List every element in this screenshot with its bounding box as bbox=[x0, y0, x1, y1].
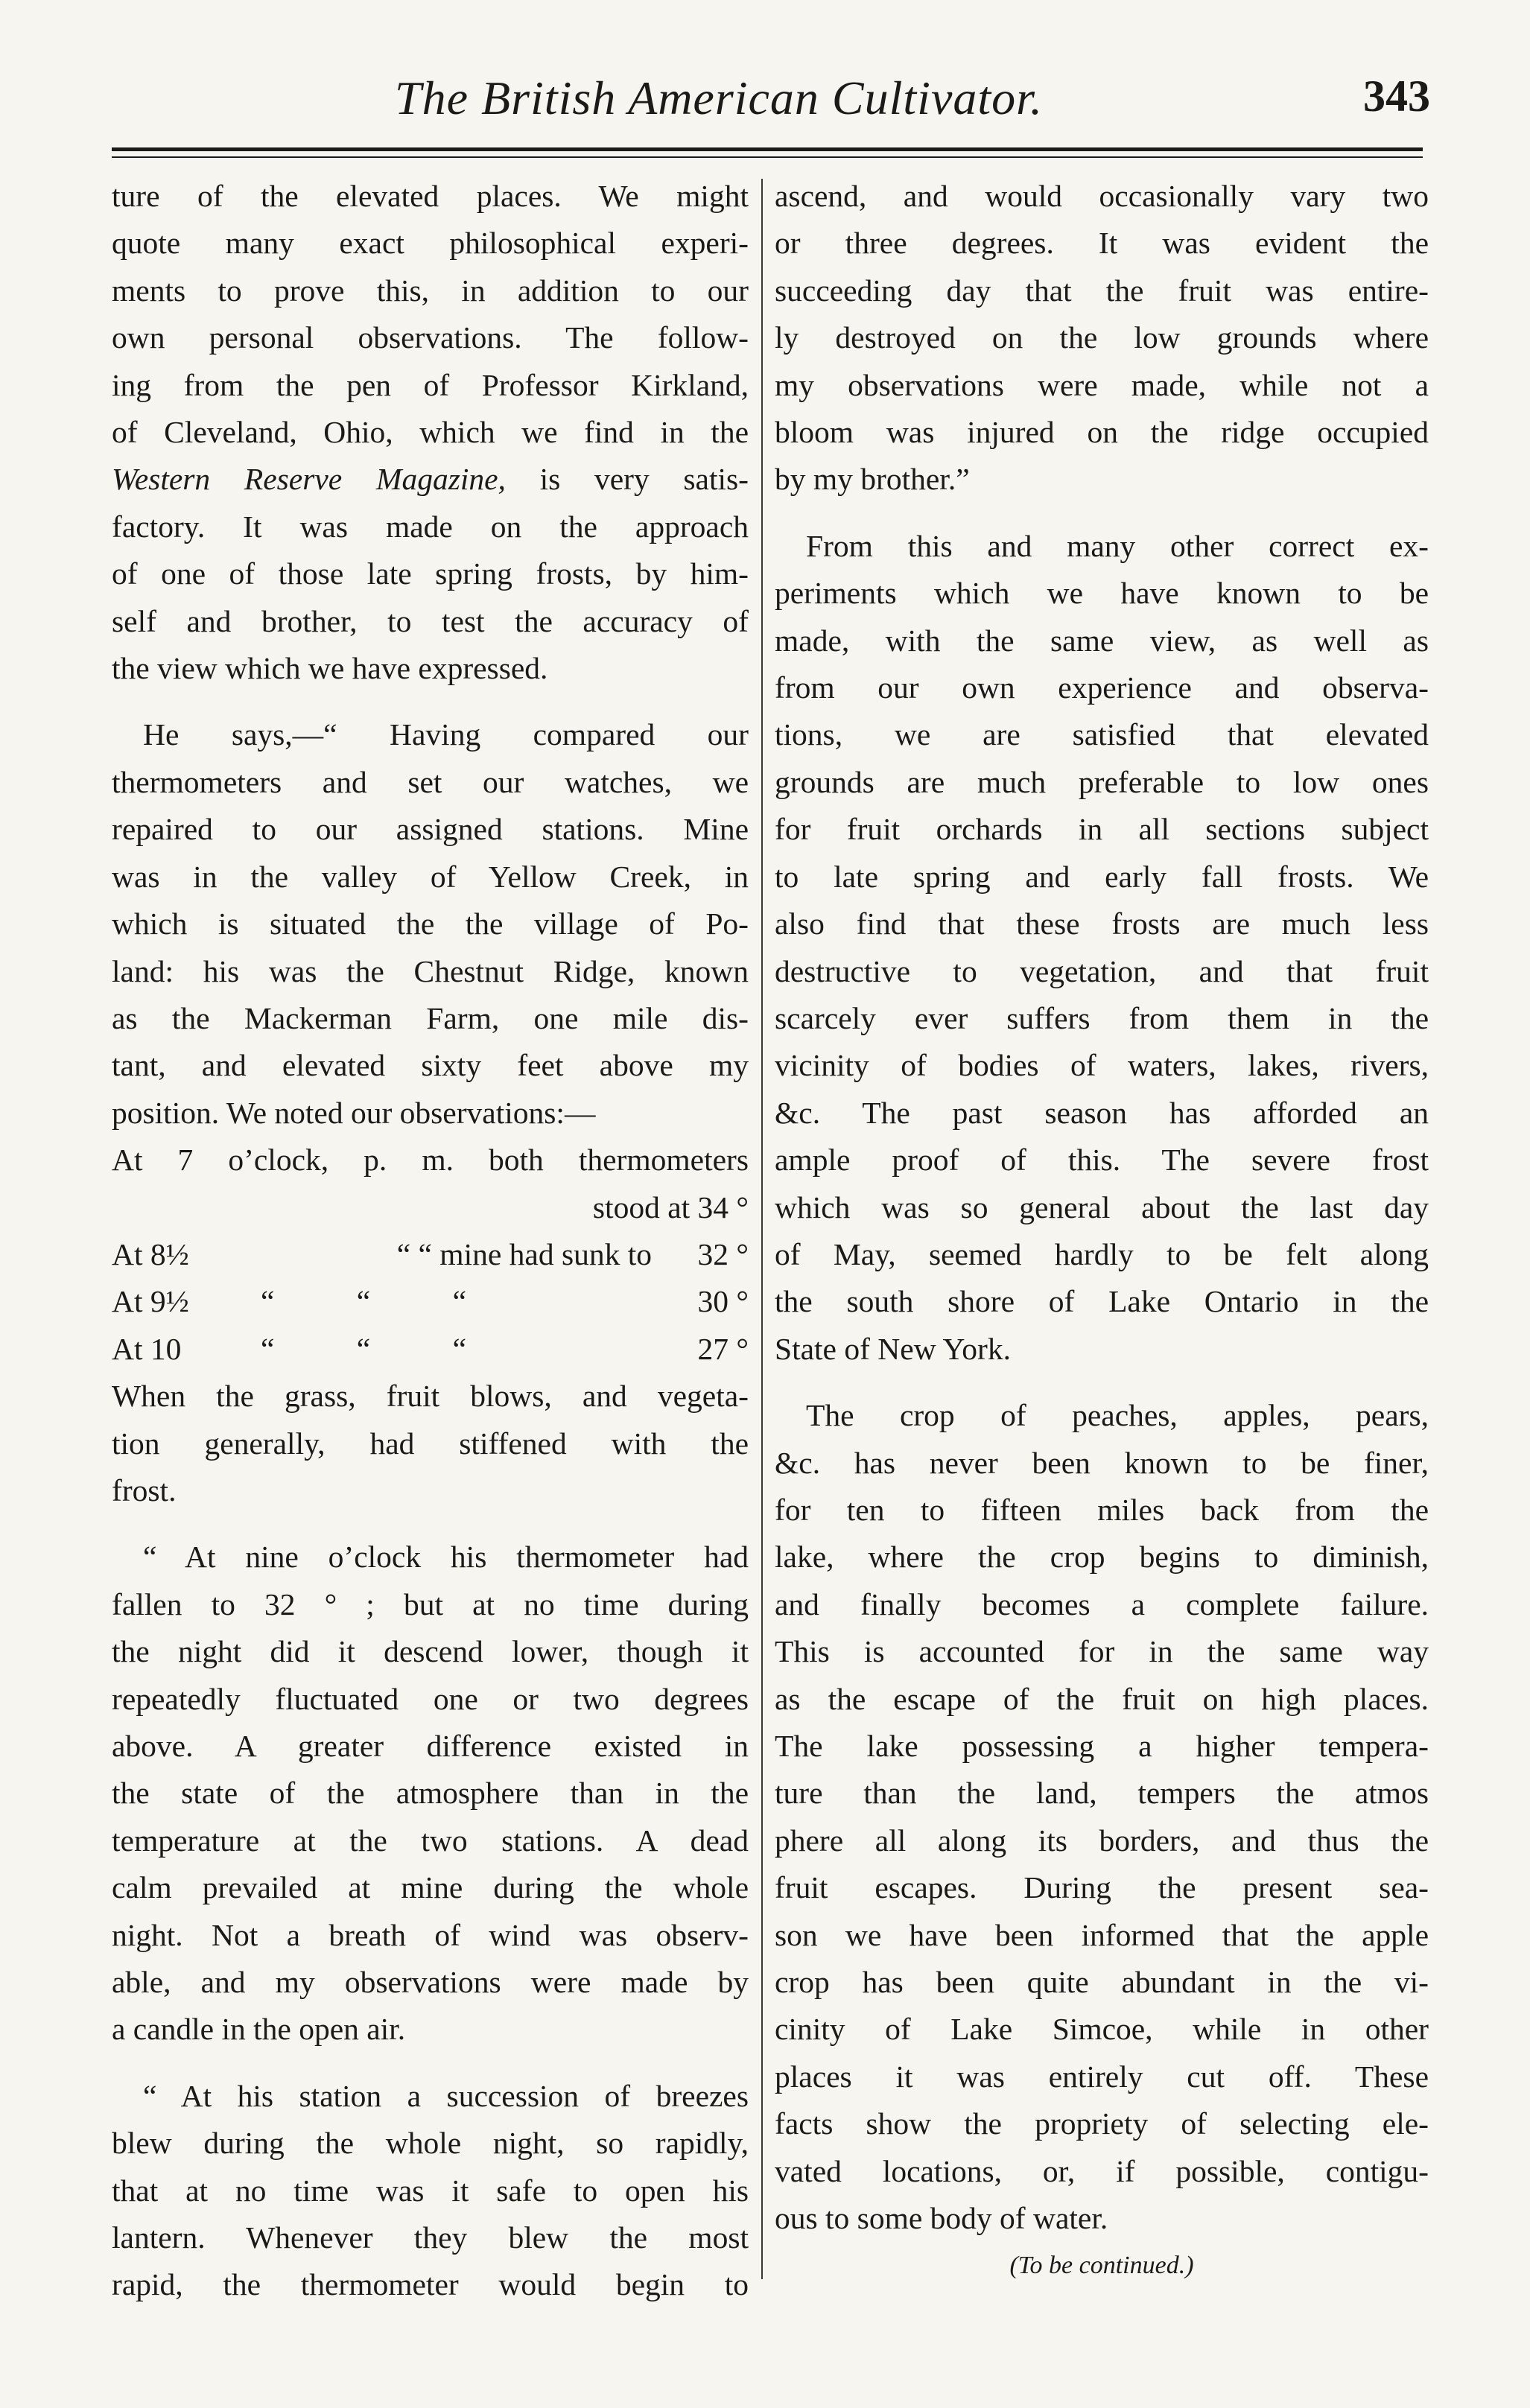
text-line: fallen to 32 ° ; but at no time during bbox=[112, 1586, 749, 1621]
text-line: for ten to fifteen miles back from the bbox=[775, 1492, 1429, 1527]
obs-note: “ “ “ bbox=[261, 1331, 467, 1366]
right-column bbox=[775, 173, 1429, 2290]
text-line: grounds are much preferable to low ones bbox=[775, 764, 1429, 799]
obs-temp: 27 ° bbox=[697, 1331, 749, 1366]
text-line: stood at 34 ° bbox=[592, 1189, 749, 1224]
text-line: ascend, and would occasionally vary two bbox=[775, 179, 1429, 213]
text-line: by my brother.” bbox=[775, 462, 970, 497]
text-line: that at no time was it safe to open his bbox=[112, 2173, 749, 2208]
text-line: State of New York. bbox=[775, 1331, 1012, 1366]
text-line: periments which we have known to be bbox=[775, 576, 1429, 611]
obs-time: At 8½ bbox=[112, 1236, 189, 1271]
paragraph-1 bbox=[775, 173, 1429, 503]
running-title: The British American Cultivator. bbox=[395, 72, 1043, 124]
text-line: for fruit orchards in all sections subject bbox=[775, 812, 1429, 847]
text-line: tion generally, had stiffened with the bbox=[112, 1426, 749, 1461]
paragraph-2 bbox=[775, 523, 1429, 1373]
text-line: “ At nine o’clock his thermometer had bbox=[143, 1540, 749, 1575]
text-line bbox=[112, 456, 749, 503]
paragraph-2 bbox=[112, 711, 749, 1137]
text-line: of Cleveland, Ohio, which we find in the bbox=[112, 415, 749, 450]
text-line: was in the valley of Yellow Creek, in bbox=[112, 859, 749, 894]
obs-time: At 9½ bbox=[112, 1284, 189, 1319]
text-line: ous to some body of water. bbox=[775, 2201, 1108, 2236]
text-line: as the escape of the fruit on high places. bbox=[775, 1681, 1429, 1716]
text-line: which was so general about the last day bbox=[775, 1189, 1429, 1224]
text-line: the state of the atmosphere than in the bbox=[112, 1776, 749, 1811]
text-line: destructive to vegetation, and that fruit bbox=[775, 953, 1429, 988]
text-line: ample proof of this. The severe frost bbox=[775, 1143, 1429, 1178]
text-line: quote many exact philosophical experi- bbox=[112, 226, 749, 261]
obs-note: “ “ “ bbox=[261, 1284, 467, 1319]
text-line: succeeding day that the fruit was entire- bbox=[775, 273, 1429, 308]
obs-time: At 10 bbox=[112, 1331, 182, 1366]
text-line: tions, we are satisfied that elevated bbox=[775, 717, 1429, 752]
text-line: of May, seemed hardly to be felt along bbox=[775, 1236, 1429, 1271]
text-line: the view which we have expressed. bbox=[112, 651, 548, 686]
text-line: temperature at the two stations. A dead bbox=[112, 1823, 749, 1858]
text-line: This is accounted for in the same way bbox=[775, 1634, 1429, 1669]
text-line: night. Not a breath of wind was observ- bbox=[112, 1917, 749, 1952]
text-line: places it was entirely cut off. These bbox=[775, 2059, 1429, 2094]
paragraph-3 bbox=[775, 1392, 1429, 2242]
text-line: vated locations, or, if possible, contigu- bbox=[775, 2153, 1429, 2188]
text-line: my observations were made, while not a bbox=[775, 367, 1429, 402]
text-line: ture than the land, tempers the atmos bbox=[775, 1776, 1429, 1811]
text-line: fruit escapes. During the present sea- bbox=[775, 1870, 1429, 1905]
text-line: cinity of Lake Simcoe, while in other bbox=[775, 2012, 1429, 2047]
text-line: thermometers and set our watches, we bbox=[112, 764, 749, 799]
page-number: 343 bbox=[1363, 72, 1430, 121]
text-line: ments to prove this, in addition to our bbox=[112, 273, 749, 308]
observation-row bbox=[112, 1231, 749, 1278]
text-line: vicinity of bodies of waters, lakes, rivers, bbox=[775, 1048, 1429, 1083]
text-line: phere all along its borders, and thus the bbox=[775, 1823, 1429, 1858]
text-line: as the Mackerman Farm, one mile dis- bbox=[112, 1000, 749, 1035]
text-line: &c. has never been known to be finer, bbox=[775, 1445, 1429, 1480]
text-line: scarcely ever suffers from them in the bbox=[775, 1000, 1429, 1035]
observation-row bbox=[112, 1326, 749, 1373]
text-line: above. A greater difference existed in bbox=[112, 1729, 749, 1763]
observation-row bbox=[112, 1278, 749, 1325]
text-line: facts show the propriety of selecting ele- bbox=[775, 2106, 1429, 2141]
header-rule-thin bbox=[112, 156, 1423, 158]
text-line: factory. It was made on the approach bbox=[112, 509, 749, 544]
paragraph-5 bbox=[112, 2073, 749, 2309]
to-be-continued: (To be continued.) bbox=[1009, 2252, 1194, 2280]
obs-temp: 30 ° bbox=[697, 1284, 749, 1319]
text-fragment: is very satis- bbox=[505, 462, 749, 497]
text-line: crop has been quite abundant in the vi- bbox=[775, 1965, 1429, 2000]
text-line: lake, where the crop begins to diminish, bbox=[775, 1540, 1429, 1575]
text-line: ture of the elevated places. We might bbox=[112, 179, 749, 213]
text-line: the night did it descend lower, though it bbox=[112, 1634, 749, 1669]
text-line: blew during the whole night, so rapidly, bbox=[112, 2126, 749, 2161]
text-line: From this and many other correct ex- bbox=[806, 528, 1429, 563]
text-line: The crop of peaches, apples, pears, bbox=[806, 1398, 1429, 1433]
text-line: which is situated the the village of Po- bbox=[112, 906, 749, 941]
text-line: or three degrees. It was evident the bbox=[775, 226, 1429, 261]
text-line: lantern. Whenever they blew the most bbox=[112, 2220, 749, 2255]
column-divider bbox=[761, 179, 763, 2279]
page-header bbox=[112, 71, 1430, 138]
observations-table bbox=[112, 1137, 749, 1373]
paragraph-1 bbox=[112, 173, 749, 692]
text-line: calm prevailed at mine during the whole bbox=[112, 1870, 749, 1905]
text-line: the south shore of Lake Ontario in the bbox=[775, 1284, 1429, 1319]
paragraph-4 bbox=[112, 1534, 749, 2053]
text-line: bloom was injured on the ridge occupied bbox=[775, 415, 1429, 450]
text-line: He says,—“ Having compared our bbox=[143, 717, 749, 752]
text-line: tant, and elevated sixty feet above my bbox=[112, 1048, 749, 1083]
text-line: ing from the pen of Professor Kirkland, bbox=[112, 367, 749, 402]
text-line: of one of those late spring frosts, by him- bbox=[112, 556, 749, 591]
text-line: and finally becomes a complete failure. bbox=[775, 1586, 1429, 1621]
text-line: to late spring and early fall frosts. We bbox=[775, 859, 1429, 894]
text-line: At 7 o’clock, p. m. both thermometers bbox=[112, 1143, 749, 1178]
text-line: from our own experience and observa- bbox=[775, 670, 1429, 705]
text-line: “ At his station a succession of breezes bbox=[143, 2078, 749, 2113]
left-column bbox=[112, 173, 749, 2309]
text-line: able, and my observations were made by bbox=[112, 1965, 749, 2000]
header-rule bbox=[112, 147, 1423, 151]
text-line: frost. bbox=[112, 1473, 177, 1508]
text-line: rapid, the thermometer would begin to bbox=[112, 2267, 749, 2302]
paragraph-3 bbox=[112, 1373, 749, 1514]
text-line: When the grass, fruit blows, and vegeta- bbox=[112, 1379, 749, 1414]
obs-note: “ “ mine had sunk to bbox=[396, 1236, 652, 1271]
text-line: The lake possessing a higher tempera- bbox=[775, 1729, 1429, 1763]
text-line: a candle in the open air. bbox=[112, 2012, 406, 2047]
text-line: son we have been informed that the apple bbox=[775, 1917, 1429, 1952]
text-line: position. We noted our observations:— bbox=[112, 1095, 596, 1130]
text-line: own personal observations. The follow- bbox=[112, 320, 749, 355]
text-line: made, with the same view, as well as bbox=[775, 623, 1429, 658]
text-line: ly destroyed on the low grounds where bbox=[775, 320, 1429, 355]
text-line: self and brother, to test the accuracy of bbox=[112, 603, 749, 638]
text-line: repaired to our assigned stations. Mine bbox=[112, 812, 749, 847]
obs-temp: 32 ° bbox=[697, 1236, 749, 1271]
text-line: land: his was the Chestnut Ridge, known bbox=[112, 953, 749, 988]
text-line: &c. The past season has afforded an bbox=[775, 1095, 1429, 1130]
magazine-title: Western Reserve Magazine, bbox=[112, 462, 506, 497]
text-line: repeatedly fluctuated one or two degrees bbox=[112, 1681, 749, 1716]
text-line: also find that these frosts are much less bbox=[775, 906, 1429, 941]
